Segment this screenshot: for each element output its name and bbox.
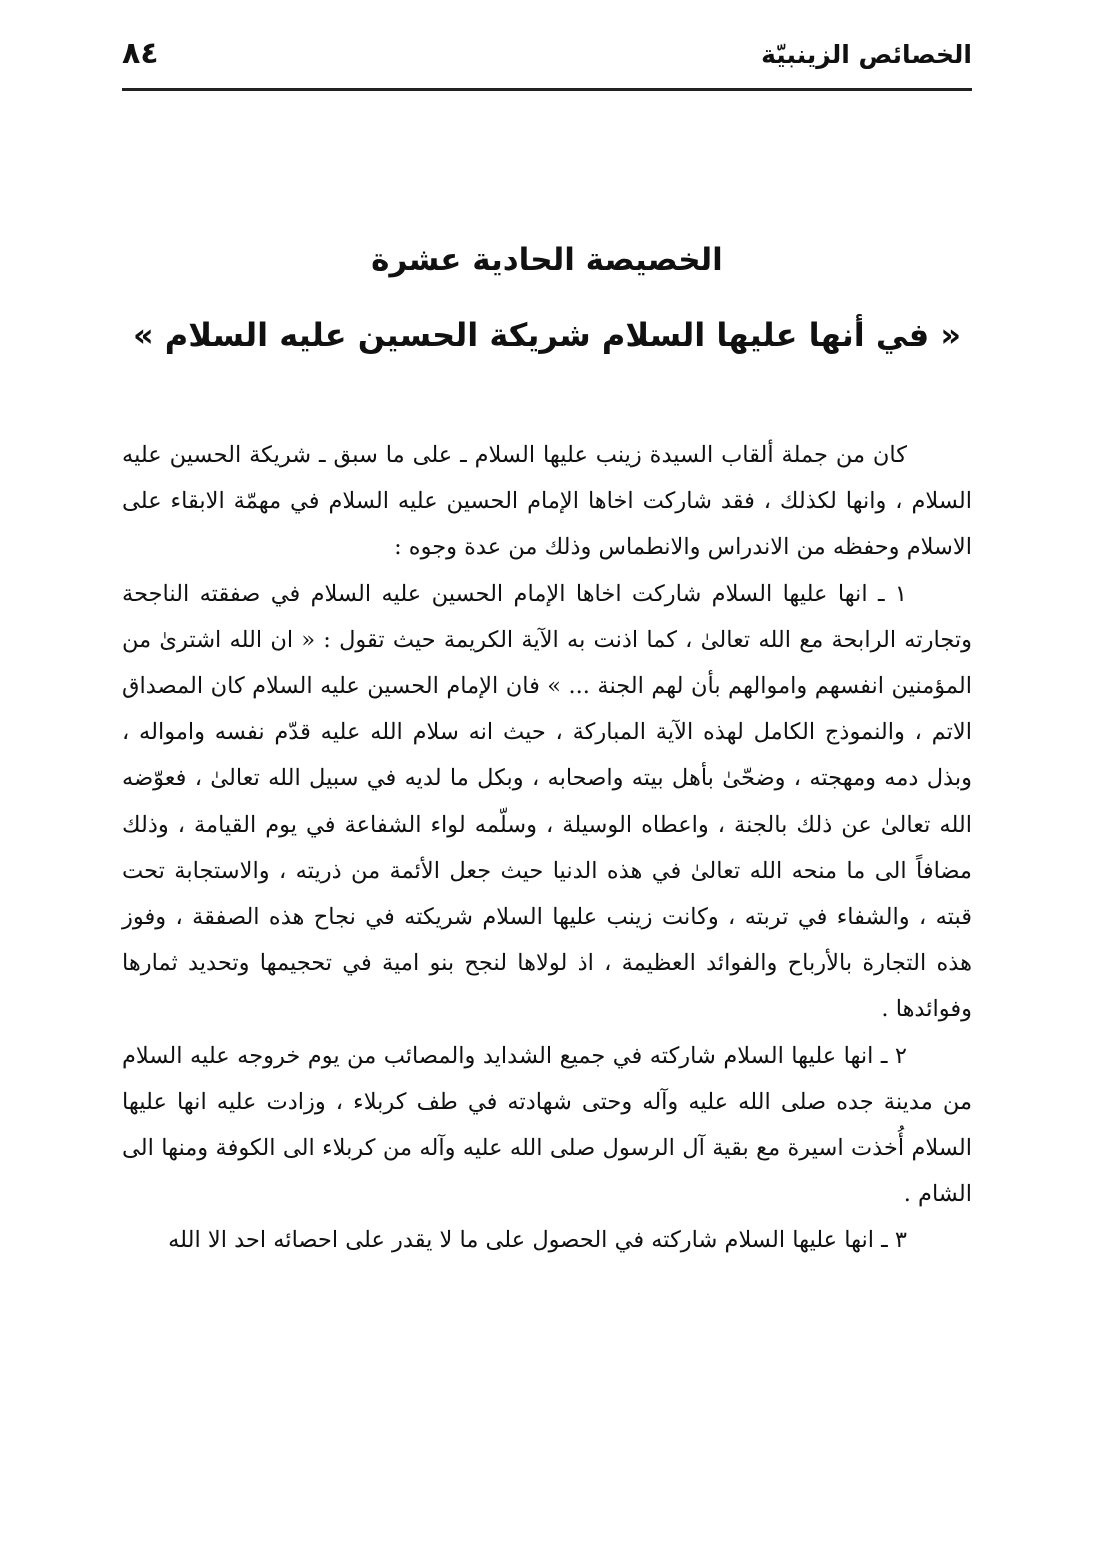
paragraph-point-1: ١ ـ انها عليها السلام شاركت اخاها الإمام الحسين عليه السلام في صفقته الناجحة وتجارته الرابحة مع الله تعالىٰ ، كما اذنت به الآية الكريمة حيث تقول : « ان الله اشترىٰ من المؤمنين انفسهم واموالهم بأن لهم الجنة ... » فان الإمام الحسين عليه السلام كان المصداق الاتم ، والنموذج الكامل لهذه الآية المباركة ، حيث انه سلام الله عليه قدّم نفسه وامواله ، وبذل دمه ومهجته ، وضحّىٰ بأهل بيته واصحابه ، وبكل ما لديه في سبيل الله تعالىٰ ، فعوّضه الله تعالىٰ عن ذلك بالجنة ، واعطاه الوسيلة ، وسلّمه لواء الشفاعة في يوم القيامة ، وذلك مضافاً الى ما منحه الله تعالىٰ في هذه الدنيا حيث جعل الأئمة من ذريته ، والاستجابة تحت قبته ، والشفاء في تربته ، وكانت زينب عليها السلام شريكته في نجاح هذه الصفقة ، وفوز هذه التجارة بالأرباح والفوائد العظيمة ، اذ لولاها لنجح بنو امية في تحجيمها وتحديد ثمارها وفوائدها . (122, 580, 972, 1023)
paragraph-intro: كان من جملة ألقاب السيدة زينب عليها السلام ـ على ما سبق ـ شريكة الحسين عليه السلام ، وانها لكذلك ، فقد شاركت اخاها الإمام الحسين عليه السلام في مهمّة الابقاء على الاسلام وحفظه من الاندراس والانطماس وذلك من عدة وجوه : (122, 442, 972, 561)
paragraph-point-2: ٢ ـ انها عليها السلام شاركته في جميع الشدايد والمصائب من يوم خروجه عليه السلام من مدينة جده صلى الله عليه وآله وحتى شهادته في طف كربلاء ، وزادت عليه انها عليها السلام أُخذت اسيرة مع بقية آل الرسول صلى الله عليه وآله من كربلاء الى الكوفة ومنها الى الشام . (122, 1042, 972, 1208)
page-number: ٨٤ (122, 36, 159, 71)
body-text (122, 432, 972, 1264)
running-header (122, 38, 972, 91)
paragraph-point-3: ٣ ـ انها عليها السلام شاركته في الحصول على ما لا يقدر على احصائه احد الا الله (168, 1227, 907, 1254)
chapter-subtitle: « في أنها عليها السلام شريكة الحسين عليه السلام » (132, 316, 962, 354)
chapter-title: الخصيصة الحادية عشرة (371, 242, 723, 278)
running-header-title: الخصائص الزينبيّة (761, 40, 972, 69)
